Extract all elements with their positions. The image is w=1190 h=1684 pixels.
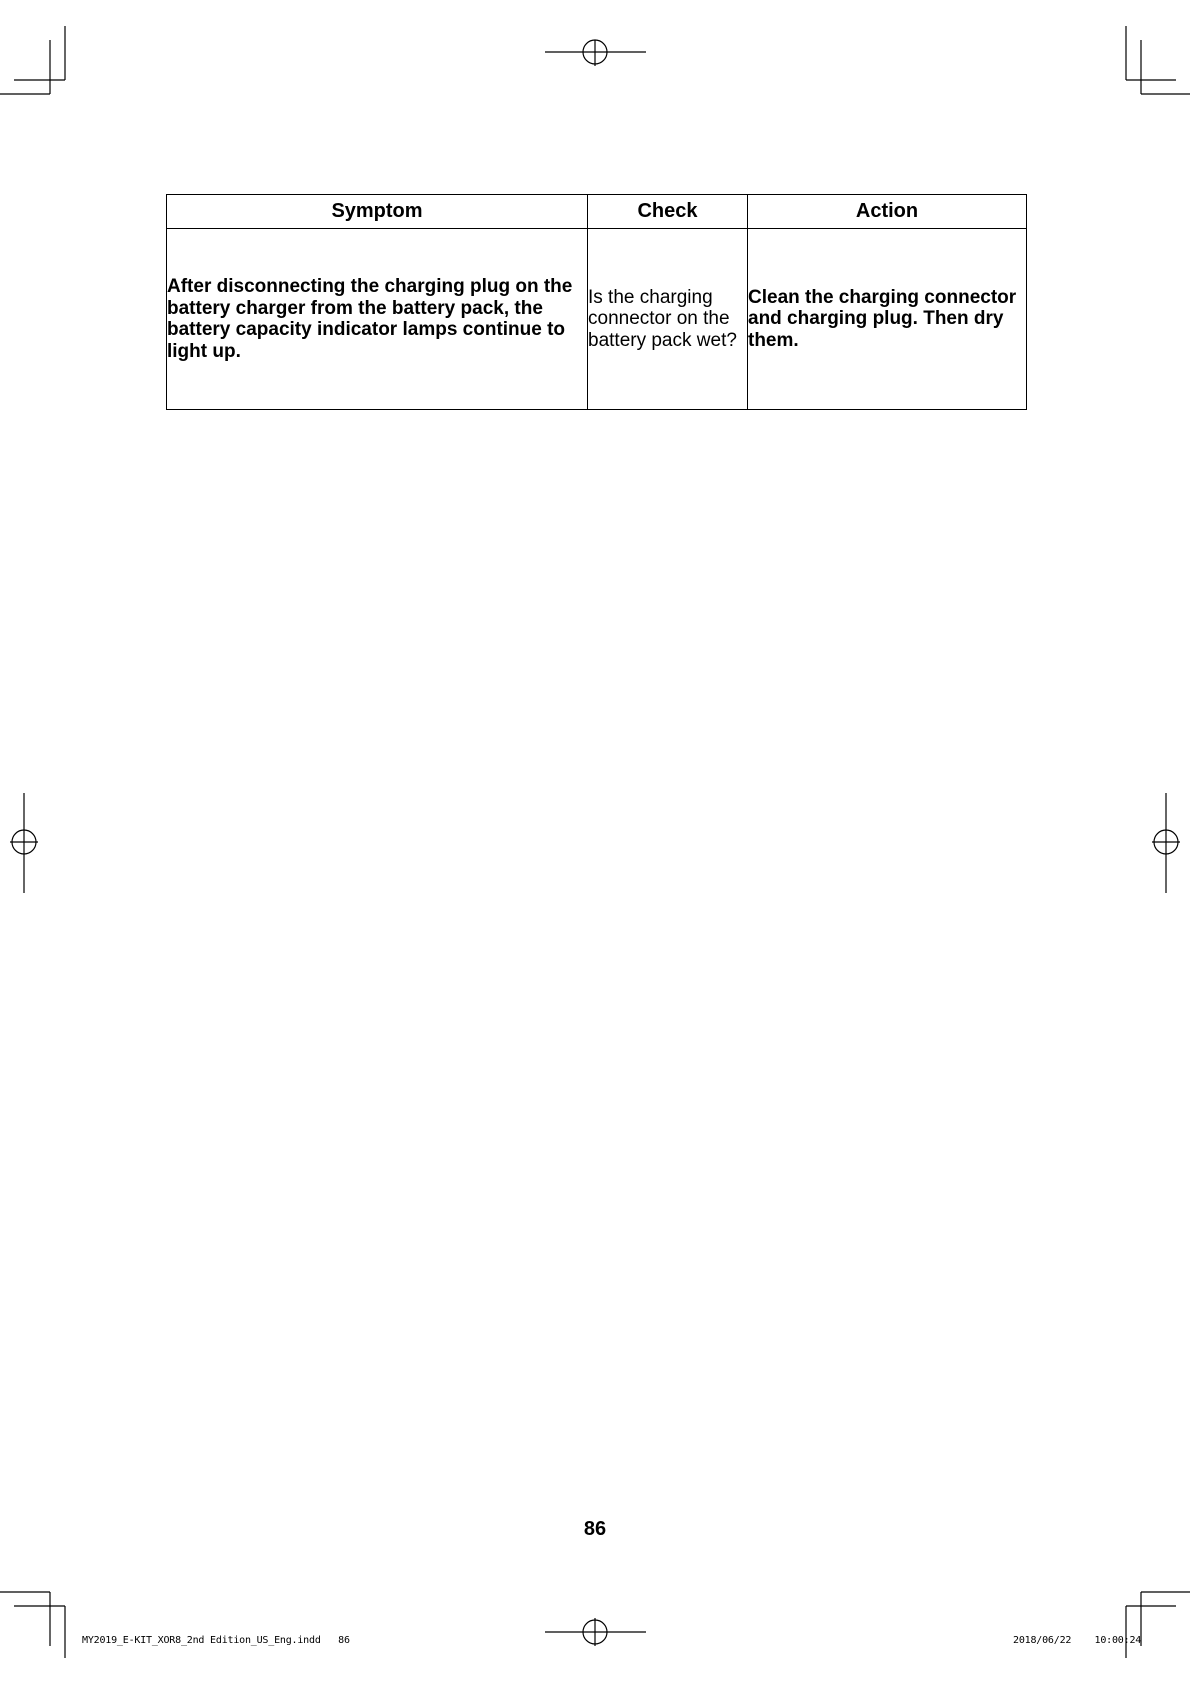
symptom-text: After disconnecting the charging plug on the battery charger from the battery pack, the battery capacity indicator lamps continue to light up.: [167, 276, 573, 362]
slug-file-info: [82, 1635, 350, 1646]
table-header-row: [167, 195, 1027, 229]
slug-file-name: MY2019_E-KIT_XOR8_2nd Edition_US_Eng.indd: [82, 1635, 321, 1646]
slug-timestamp: [1013, 1635, 1141, 1646]
slug-date: 2018/06/22: [1013, 1635, 1072, 1646]
slug-time: 10:00:24: [1094, 1635, 1142, 1646]
action-cell: [748, 229, 1027, 410]
symptom-cell: [167, 229, 588, 410]
check-text: Is the charging connector on the battery pack wet?: [588, 286, 737, 351]
column-header-check: Check: [588, 195, 748, 229]
page-number: 86: [583, 1518, 607, 1540]
slug-file-page: 86: [338, 1635, 350, 1646]
column-header-symptom: Symptom: [167, 195, 588, 229]
check-cell: [588, 229, 748, 410]
column-header-action: Action: [748, 195, 1027, 229]
action-text: Clean the charging connector and charging plug. Then dry them.: [748, 286, 1017, 351]
table-row: [167, 229, 1027, 410]
troubleshooting-table: [166, 194, 1027, 410]
